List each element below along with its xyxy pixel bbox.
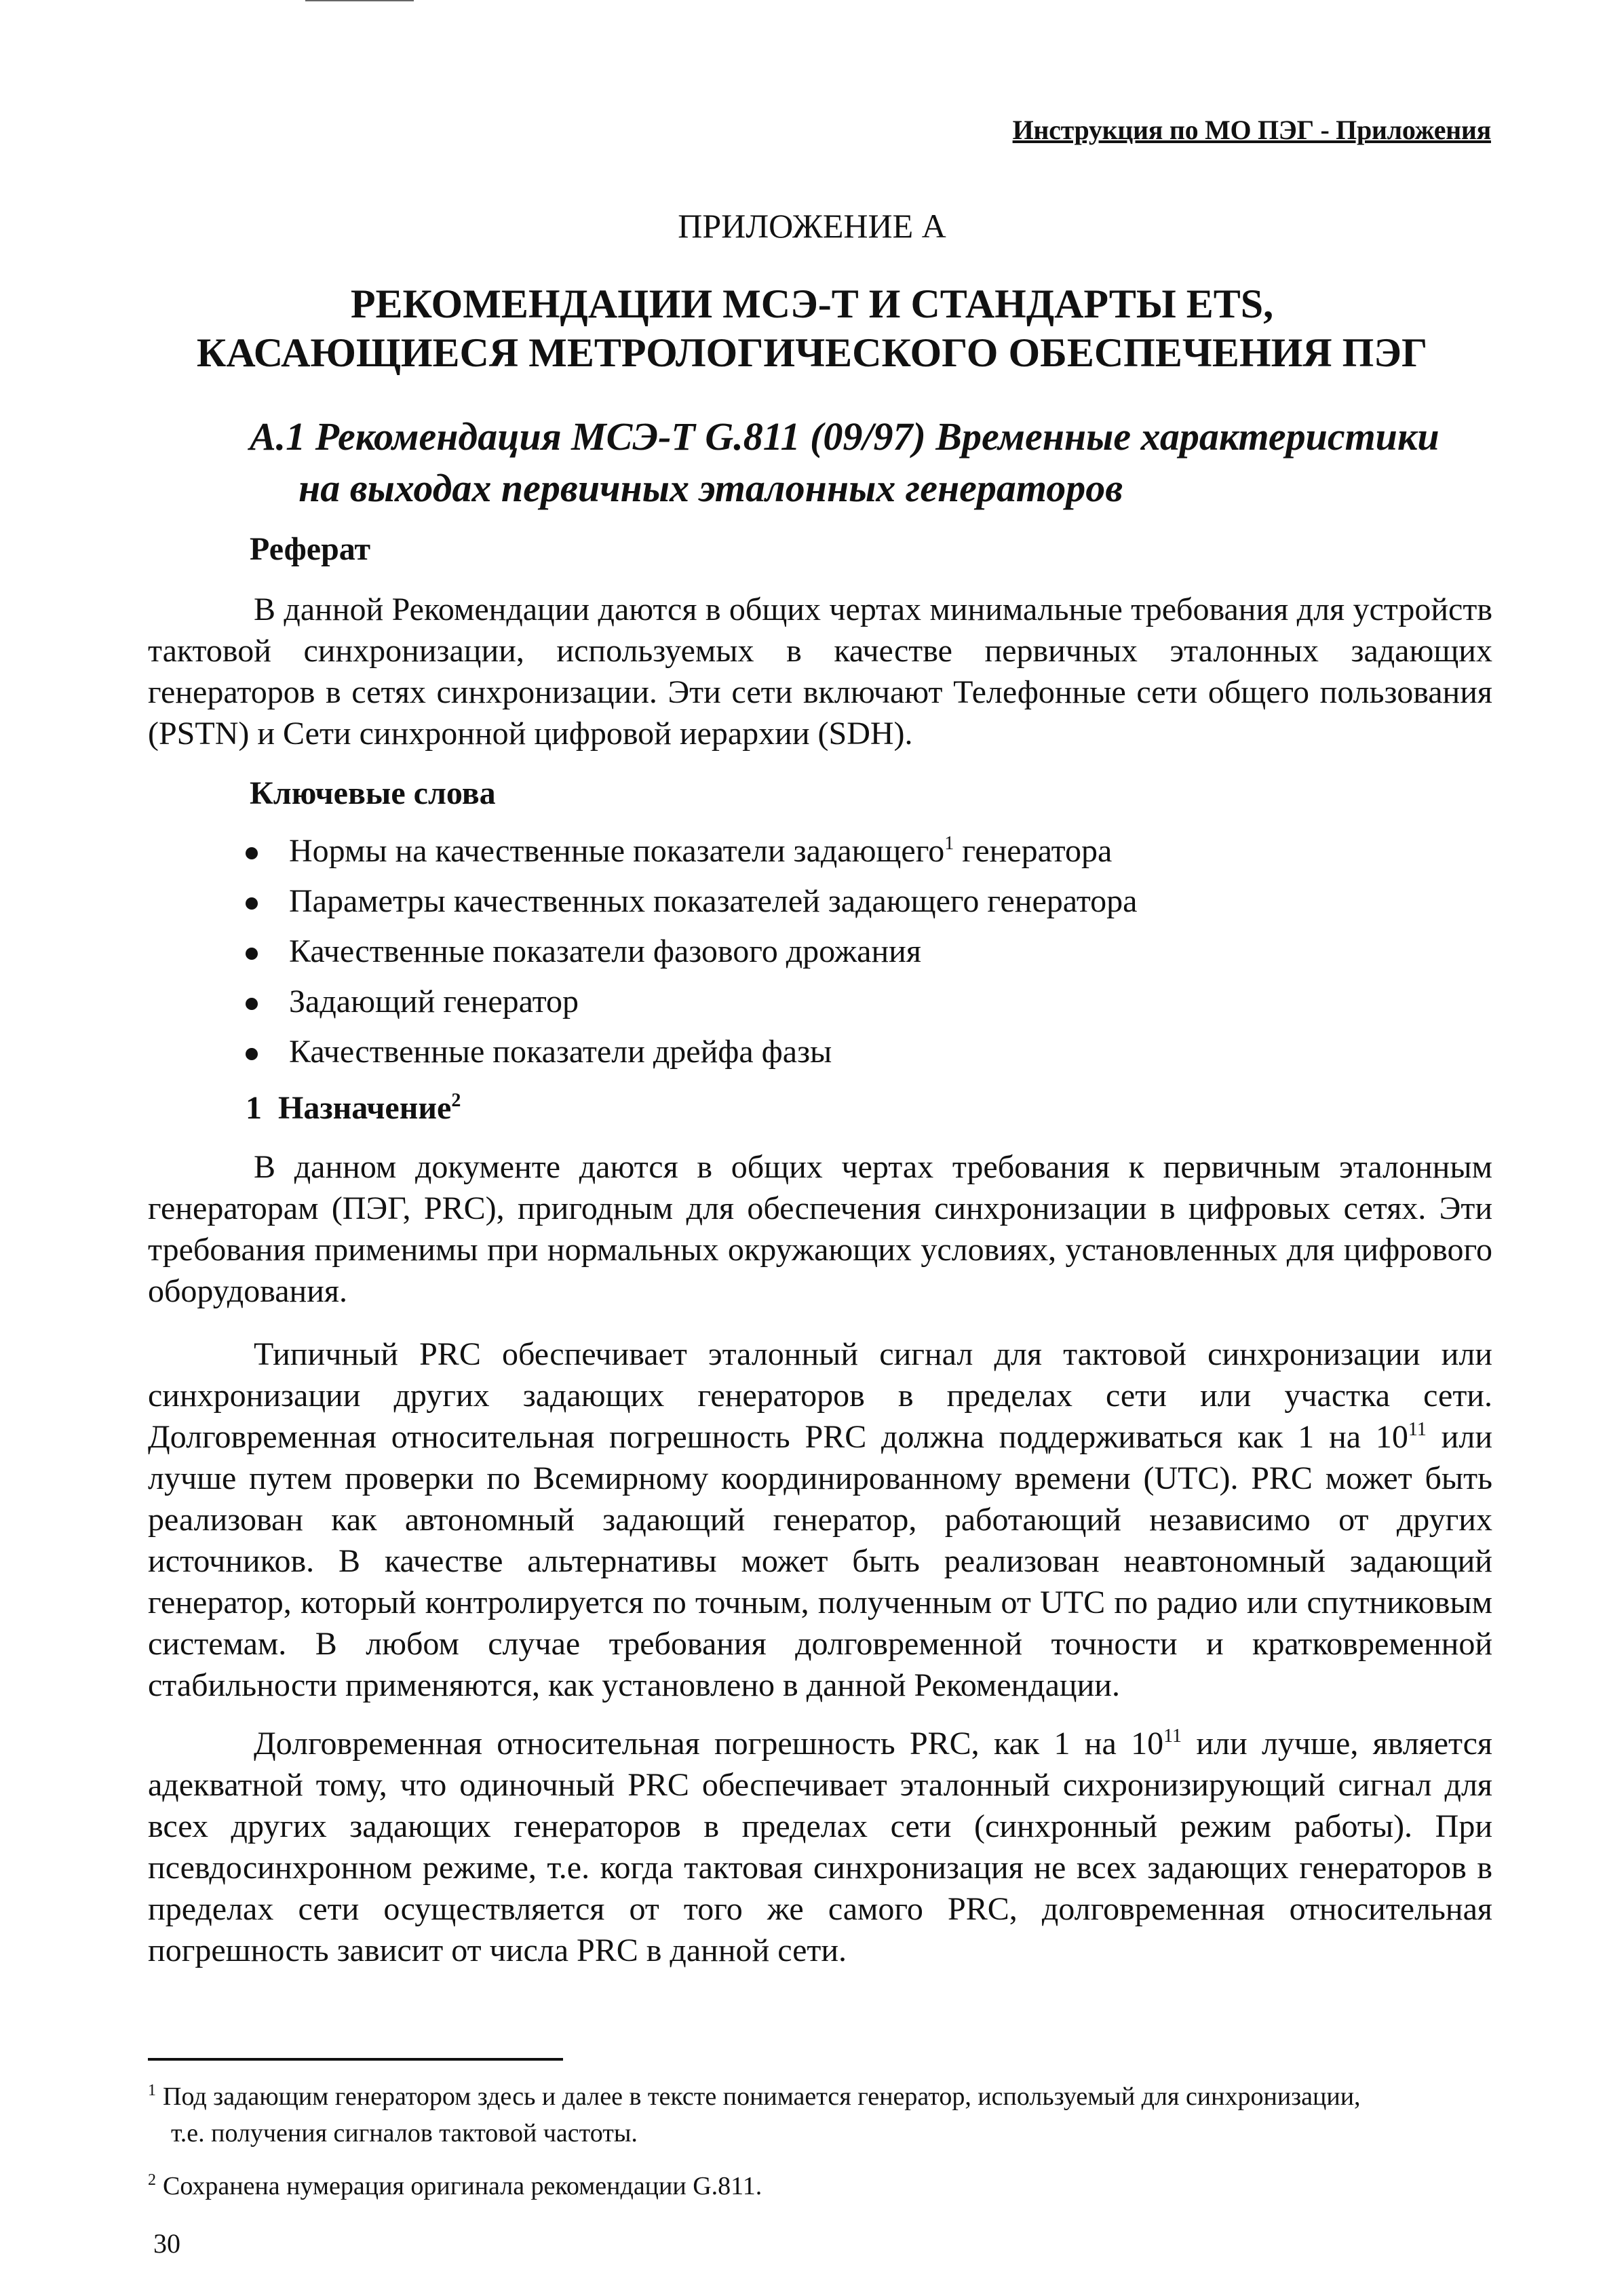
keyword-text: Нормы на качественные показатели задающего [289, 833, 945, 869]
footnote-1 [148, 2078, 1511, 2152]
scope-paragraph-3 [148, 1723, 1492, 1971]
paragraph-text: Долговременная относительная погрешность PRC, как 1 на 10 [254, 1726, 1164, 1762]
footnote-2 [148, 2168, 1511, 2204]
scope-heading [246, 1089, 461, 1127]
footnote-separator [148, 2058, 563, 2061]
exponent: 11 [1408, 1419, 1427, 1440]
keywords-list [243, 826, 1137, 1077]
bullet-icon [246, 897, 258, 910]
section-title [250, 411, 1539, 514]
exponent: 11 [1163, 1726, 1182, 1747]
list-item [243, 977, 1137, 1027]
footnote-text: Под задающим генератором здесь и далее в тексте понимается генератор, используемый для синхронизации, [163, 2082, 1361, 2111]
keyword-text: Качественные показатели дрейфа фазы [289, 1034, 832, 1070]
main-title-line-2: КАСАЮЩИЕСЯ МЕТРОЛОГИЧЕСКОГО ОБЕСПЕЧЕНИЯ ПЭГ [196, 330, 1428, 375]
list-item [243, 826, 1137, 876]
list-item [243, 1027, 1137, 1077]
keywords-heading: Ключевые слова [250, 775, 496, 811]
bullet-icon [246, 998, 258, 1010]
main-title [0, 279, 1624, 377]
appendix-label: ПРИЛОЖЕНИЕ А [678, 207, 946, 245]
section-title-line-2: на выходах первичных эталонных генераторов [298, 466, 1123, 510]
keyword-text-tail: генератора [954, 833, 1113, 869]
bullet-icon [246, 948, 258, 960]
paragraph-text: Типичный PRC обеспечивает эталонный сигнал для тактовой синхронизации или синхронизации других задающих генераторов в пределах сети или участка сети. Долговременная относительная погрешность PRC должна поддерживаться как 1 на 10 [148, 1336, 1492, 1455]
footnote-number: 2 [148, 2171, 156, 2189]
list-item [243, 876, 1137, 927]
page-number: 30 [153, 2228, 180, 2259]
bullet-icon [246, 1048, 258, 1060]
main-title-line-1: РЕКОМЕНДАЦИИ МСЭ-Т И СТАНДАРТЫ ETS, [350, 281, 1274, 326]
footnote-number: 1 [148, 2082, 156, 2099]
running-header: Инструкция по МО ПЭГ - Приложения [1012, 115, 1491, 145]
scope-paragraph-2 [148, 1334, 1492, 1706]
paragraph-text-tail: или лучше, является адекватной тому, что одиночный PRC обеспечивает эталонный сихронизирующий сигнал для всех других задающих генераторов в пределах сети (синхронный режим работы). При псевдосинхронном режиме, т.е. когда тактовая синхронизация не всех задающих генераторов в пределах сети осуществляется от того же самого PRC, долговременная относительная погрешность зависит от числа PRC в данной сети. [148, 1726, 1493, 1968]
footnote-ref: 1 [944, 833, 954, 854]
scope-paragraph-1: В данном документе даются в общих чертах требования к первичным эталонным генераторам (ПЭГ, PRC), пригодным для обеспечения синхронизации в цифровых сетях. Эти требования применимы при нормальных окружающих условиях, установленных для цифрового оборудования. [148, 1149, 1492, 1309]
footnote-text-cont: т.е. получения сигналов тактовой частоты. [171, 2119, 638, 2147]
paragraph-text-tail: или лучше путем проверки по Всемирному координированному времени (UTC). PRC может быть реализован как автономный задающий генератор, работающий независимо от других источников. В качестве альтернативы может быть реализован неавтономный задающий генератор, который контролируется по точным, полученным от UTC по радио или спутниковым системам. В любом случае требования долговременной точности и кратковременной стабильности применяются, как установлено в данной Рекомендации. [148, 1419, 1493, 1703]
scan-artifact-line [305, 0, 414, 1]
footnote-ref: 2 [451, 1090, 461, 1111]
keyword-text: Параметры качественных показателей задающего генератора [289, 883, 1138, 919]
keyword-text: Качественные показатели фазового дрожания [289, 933, 921, 969]
abstract-paragraph: В данной Рекомендации даются в общих чертах минимальные требования для устройств тактовой синхронизации, используемых в качестве первичных эталонных задающих генераторов в сетях синхронизации. Эти сети включают Телефонные сети общего пользования (PSTN) и Сети синхронной цифровой иерархии (SDH). [148, 591, 1492, 752]
keyword-text: Задающий генератор [289, 984, 579, 1019]
footnote-text: Сохранена нумерация оригинала рекомендации G.811. [163, 2172, 762, 2200]
scope-heading-text: Назначение [278, 1090, 452, 1126]
list-item [243, 927, 1137, 977]
bullet-icon [246, 847, 258, 859]
abstract-heading: Реферат [250, 531, 371, 567]
section-title-line-1: А.1 Рекомендация МСЭ-Т G.811 (09/97) Временные характеристики [250, 414, 1439, 459]
scope-number: 1 [246, 1090, 262, 1126]
